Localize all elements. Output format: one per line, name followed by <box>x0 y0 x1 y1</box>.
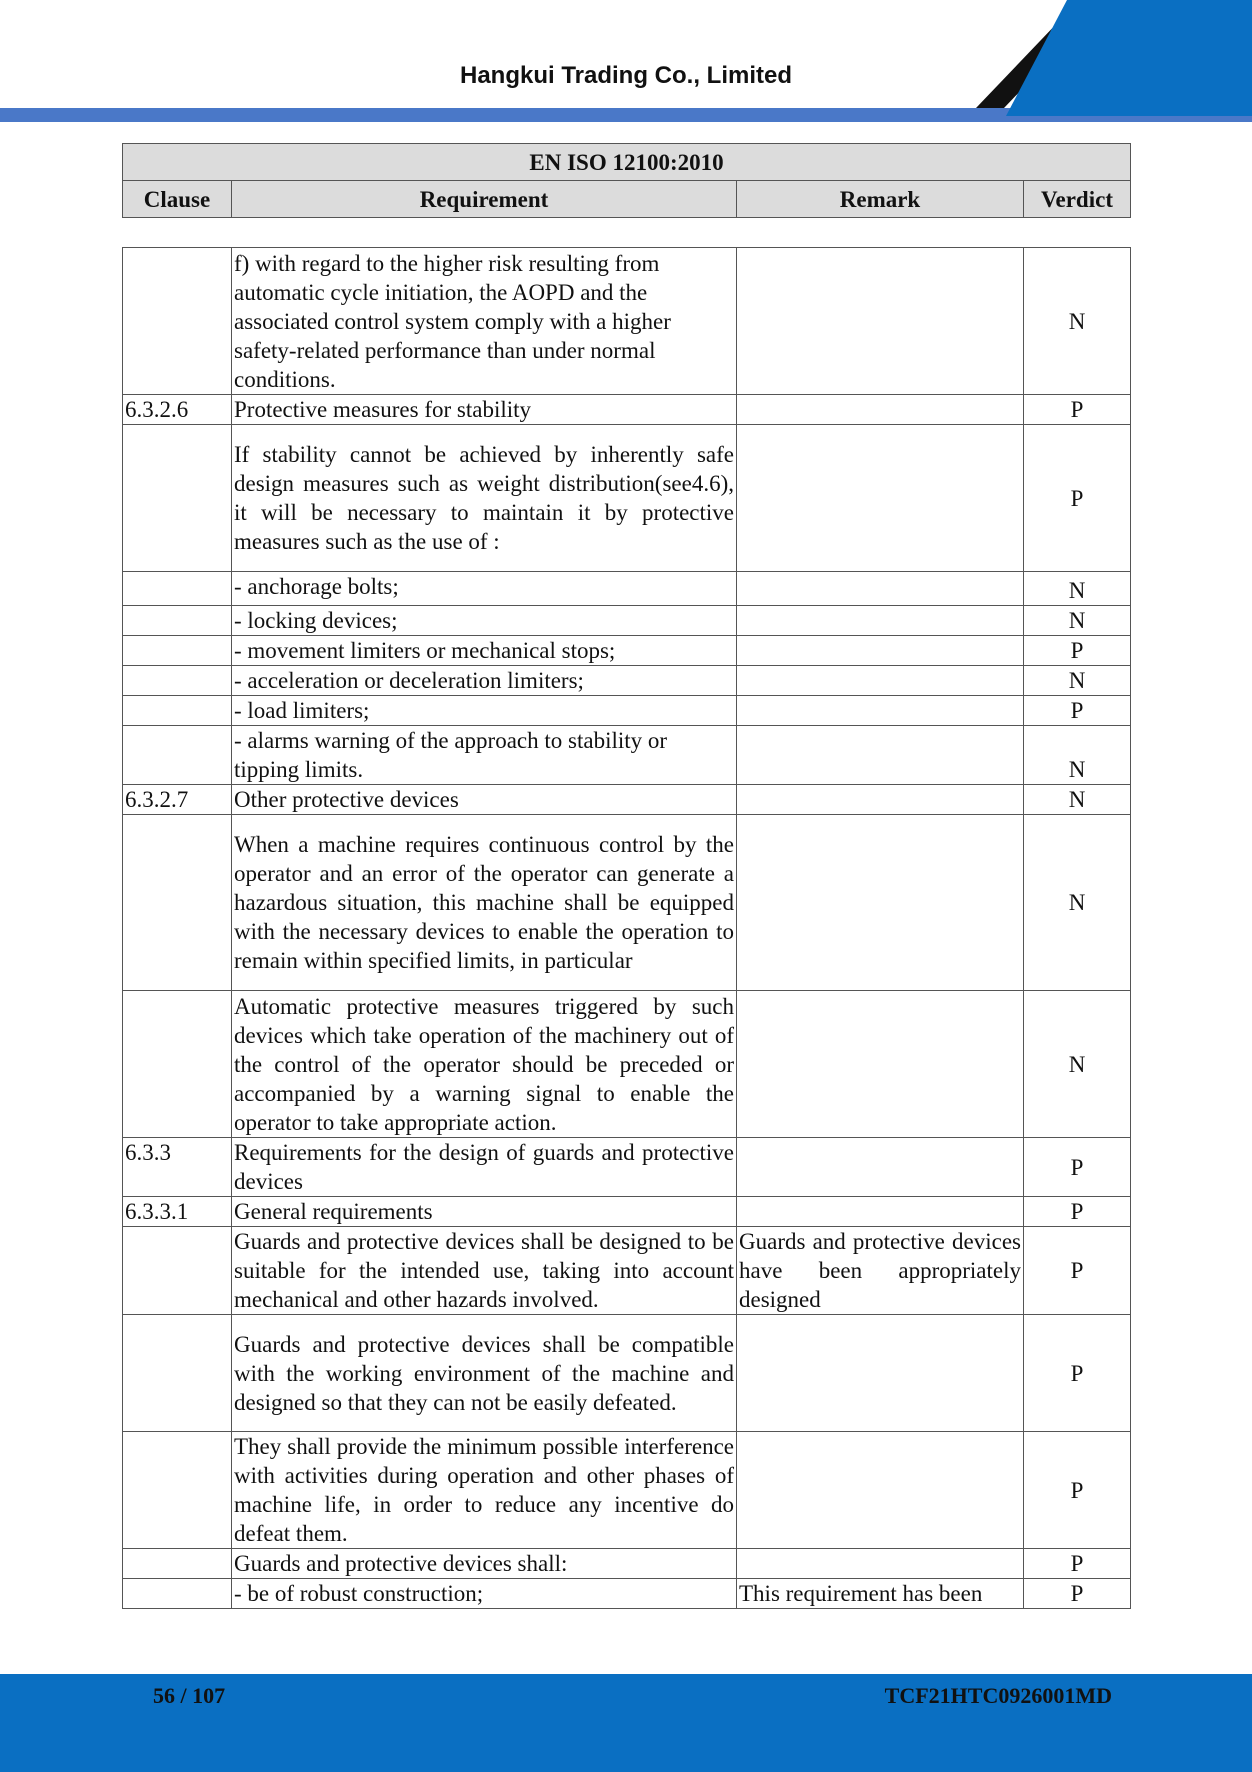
requirement-cell: - movement limiters or mechanical stops; <box>232 636 737 666</box>
verdict-cell: P <box>1024 1432 1131 1549</box>
table-row <box>123 1579 1131 1609</box>
clause-cell: 6.3.2.7 <box>123 785 232 815</box>
column-header-verdict: Verdict <box>1024 181 1131 218</box>
remark-cell <box>737 785 1024 815</box>
clause-cell <box>123 666 232 696</box>
clause-cell <box>123 1432 232 1549</box>
header-blue-block <box>1006 0 1252 116</box>
table-row <box>123 991 1131 1138</box>
verdict-cell: N <box>1024 606 1131 636</box>
table-row <box>123 248 1131 395</box>
requirement-cell: If stability cannot be achieved by inherently safe design measures such as weight distribution(see4.6), it will be necessary to maintain it by protective measures such as the use of : <box>232 425 737 572</box>
clause-cell <box>123 636 232 666</box>
remark-cell <box>737 1315 1024 1432</box>
clause-cell <box>123 696 232 726</box>
column-header-clause: Clause <box>123 181 232 218</box>
verdict-cell: P <box>1024 425 1131 572</box>
requirement-cell: Other protective devices <box>232 785 737 815</box>
requirement-cell: Guards and protective devices shall be compatible with the working environment of the machine and designed so that they can not be easily defeated. <box>232 1315 737 1432</box>
table-row <box>123 572 1131 606</box>
remark-cell <box>737 248 1024 395</box>
table-row <box>123 606 1131 636</box>
requirement-cell: - load limiters; <box>232 696 737 726</box>
company-name: Hangkui Trading Co., Limited <box>459 62 792 89</box>
remark-cell <box>737 1549 1024 1579</box>
remark-cell <box>737 815 1024 991</box>
remark-cell <box>737 1432 1024 1549</box>
remark-cell <box>737 726 1024 785</box>
table-row <box>123 666 1131 696</box>
verdict-cell: N <box>1024 666 1131 696</box>
table-row <box>123 815 1131 991</box>
clause-cell <box>123 425 232 572</box>
verdict-cell: N <box>1024 815 1131 991</box>
requirement-cell: - acceleration or deceleration limiters; <box>232 666 737 696</box>
clause-cell <box>123 1227 232 1315</box>
requirement-cell: Guards and protective devices shall: <box>232 1549 737 1579</box>
table-row <box>123 1432 1131 1549</box>
verdict-cell: N <box>1024 785 1131 815</box>
clause-cell <box>123 606 232 636</box>
remark-cell <box>737 572 1024 606</box>
requirement-cell: When a machine requires continuous control by the operator and an error of the operator can generate a hazardous situation, this machine shall be equipped with the necessary devices to enable the operation to remain within specified limits, in particular <box>232 815 737 991</box>
remark-cell <box>737 696 1024 726</box>
document-number: TCF21HTC0926001MD <box>884 1683 1112 1708</box>
remark-cell: This requirement has been <box>737 1579 1024 1609</box>
clause-cell <box>123 991 232 1138</box>
table-row <box>123 1138 1131 1197</box>
verdict-cell: N <box>1024 726 1131 785</box>
verdict-cell: N <box>1024 991 1131 1138</box>
requirement-cell: f) with regard to the higher risk resulting from automatic cycle initiation, the AOPD and the associated control system comply with a higher safety-related performance than under normal conditions. <box>232 248 737 395</box>
requirement-cell: - anchorage bolts; <box>232 572 737 606</box>
remark-cell <box>737 425 1024 572</box>
requirement-cell: They shall provide the minimum possible interference with activities during operation and other phases of machine life, in order to reduce any incentive do defeat them. <box>232 1432 737 1549</box>
table-header <box>122 143 1131 218</box>
remark-cell: Guards and protective devices have been appropriately designed <box>737 1227 1024 1315</box>
clause-cell <box>123 572 232 606</box>
verdict-cell: P <box>1024 1579 1131 1609</box>
remark-cell <box>737 666 1024 696</box>
table-row <box>123 785 1131 815</box>
table-row <box>123 696 1131 726</box>
standard-title: EN ISO 12100:2010 <box>123 144 1131 181</box>
clause-cell: 6.3.3 <box>123 1138 232 1197</box>
verdict-cell: P <box>1024 1197 1131 1227</box>
verdict-cell: P <box>1024 636 1131 666</box>
clause-cell <box>123 1549 232 1579</box>
table-row <box>123 636 1131 666</box>
clause-cell <box>123 1579 232 1609</box>
clause-cell <box>123 726 232 785</box>
table-row <box>123 1315 1131 1432</box>
remark-cell <box>737 991 1024 1138</box>
requirement-cell: General requirements <box>232 1197 737 1227</box>
clause-cell: 6.3.2.6 <box>123 395 232 425</box>
verdict-cell: P <box>1024 1315 1131 1432</box>
verdict-cell: P <box>1024 1549 1131 1579</box>
requirement-cell: Requirements for the design of guards and protective devices <box>232 1138 737 1197</box>
requirement-cell: - be of robust construction; <box>232 1579 737 1609</box>
verdict-cell: P <box>1024 395 1131 425</box>
verdict-cell: P <box>1024 1227 1131 1315</box>
clause-cell <box>123 1315 232 1432</box>
requirement-cell: Guards and protective devices shall be designed to be suitable for the intended use, taking into account mechanical and other hazards involved. <box>232 1227 737 1315</box>
table-row <box>123 395 1131 425</box>
remark-cell <box>737 1138 1024 1197</box>
verdict-cell: N <box>1024 572 1131 606</box>
page-number: 56 / 107 <box>153 1683 226 1708</box>
requirements-table <box>122 247 1131 1609</box>
clause-cell <box>123 815 232 991</box>
column-header-remark: Remark <box>737 181 1024 218</box>
table-row <box>123 1227 1131 1315</box>
verdict-cell: P <box>1024 1138 1131 1197</box>
table-row <box>123 1549 1131 1579</box>
clause-cell <box>123 248 232 395</box>
remark-cell <box>737 1197 1024 1227</box>
remark-cell <box>737 636 1024 666</box>
requirement-cell: Protective measures for stability <box>232 395 737 425</box>
table-row <box>123 425 1131 572</box>
requirement-cell: Automatic protective measures triggered by such devices which take operation of the machinery out of the control of the operator should be preceded or accompanied by a warning signal to enable the operator to take appropriate action. <box>232 991 737 1138</box>
table-row <box>123 726 1131 785</box>
remark-cell <box>737 395 1024 425</box>
requirement-cell: - locking devices; <box>232 606 737 636</box>
column-header-requirement: Requirement <box>232 181 737 218</box>
clause-cell: 6.3.3.1 <box>123 1197 232 1227</box>
verdict-cell: N <box>1024 248 1131 395</box>
requirement-cell: - alarms warning of the approach to stability or tipping limits. <box>232 726 737 785</box>
remark-cell <box>737 606 1024 636</box>
table-row <box>123 1197 1131 1227</box>
verdict-cell: P <box>1024 696 1131 726</box>
